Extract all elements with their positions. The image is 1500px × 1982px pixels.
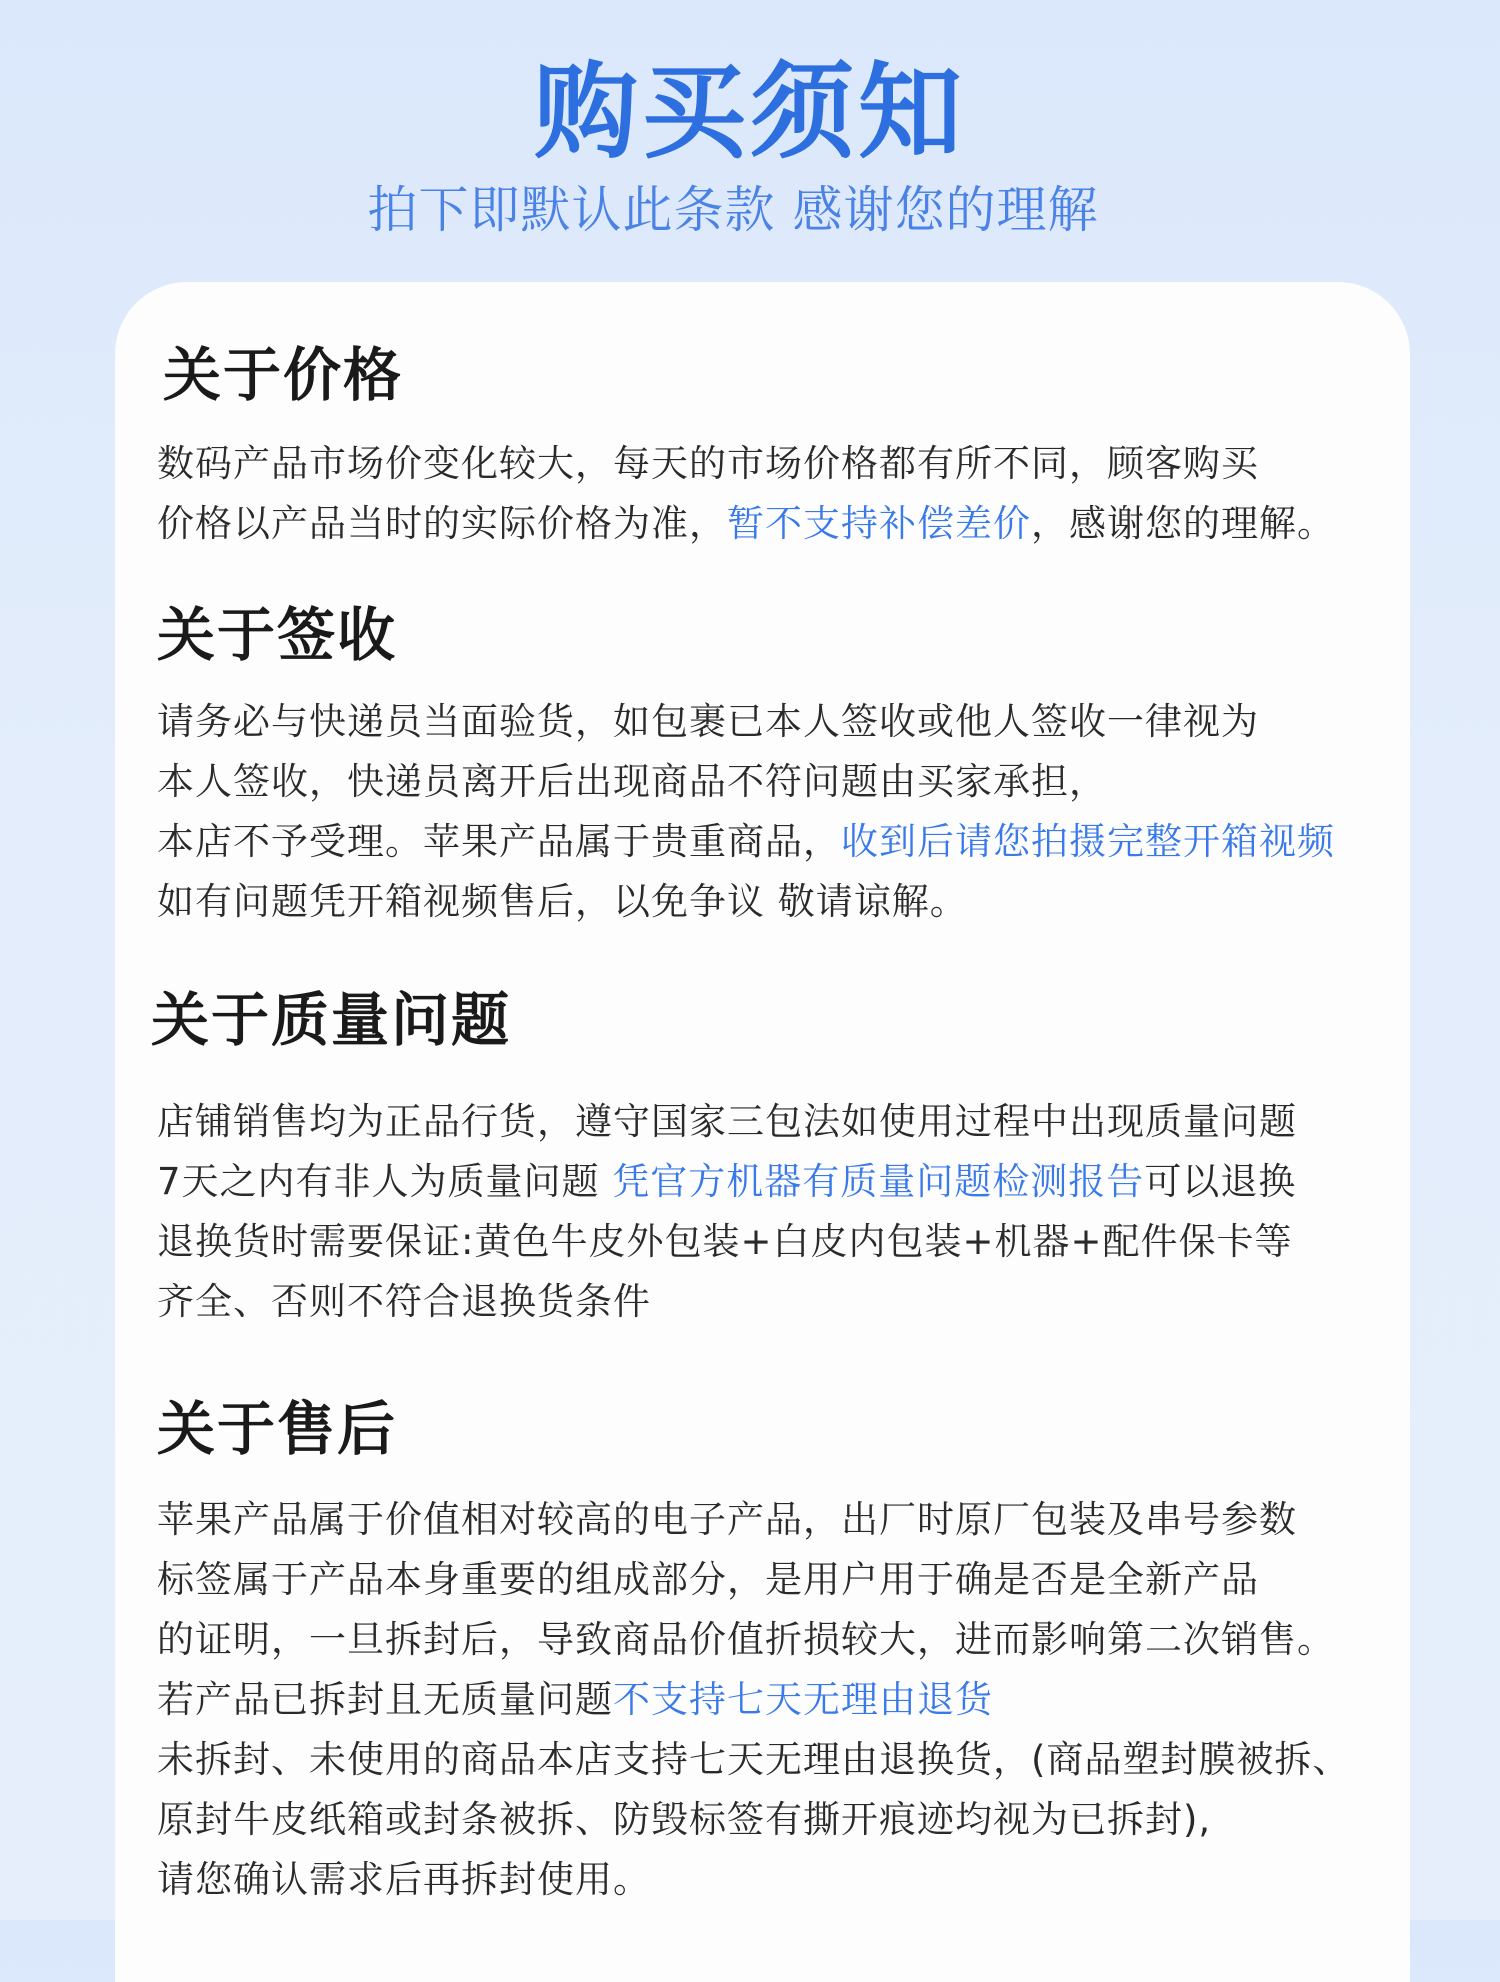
page-title: 购买须知 xyxy=(533,51,966,173)
text-line: 请您确认需求后再拆封使用。 xyxy=(157,1858,651,1901)
notice-card xyxy=(115,282,1410,1982)
text-line: 苹果产品属于价值相对较高的电子产品，出厂时原厂包装及串号参数 xyxy=(157,1498,1297,1541)
text-line: 请务必与快递员当面验货，如包裹已本人签收或他人签收一律视为 xyxy=(157,700,1259,743)
text-line: 如有问题凭开箱视频售后，以免争议 敬请谅解。 xyxy=(157,880,968,923)
section-title-price: 关于价格 xyxy=(163,341,404,409)
section-body-price xyxy=(157,434,1397,554)
section-body-receipt xyxy=(157,692,1397,932)
section-body-quality xyxy=(157,1092,1397,1332)
text-line: 价格以产品当时的实际价格为准，暂不支持补偿差价，感谢您的理解。 xyxy=(157,502,1335,545)
text-line: 原封牛皮纸箱或封条被拆、防毁标签有撕开痕迹均视为已拆封), xyxy=(157,1798,1212,1841)
text-line: 的证明，一旦拆封后，导致商品价值折损较大，进而影响第二次销售。 xyxy=(157,1618,1335,1661)
text-line: 未拆封、未使用的商品本店支持七天无理由退换货，(商品塑封膜被拆、 xyxy=(157,1738,1351,1781)
section-title-receipt: 关于签收 xyxy=(157,601,398,669)
section-body-after-sales xyxy=(157,1490,1397,1910)
highlight-text: 不支持七天无理由退货 xyxy=(613,1678,993,1721)
section-title-after-sales: 关于售后 xyxy=(157,1395,398,1463)
text-line: 本店不予受理。苹果产品属于贵重商品，收到后请您拍摄完整开箱视频 xyxy=(157,820,1335,863)
text-line: 本人签收，快递员离开后出现商品不符问题由买家承担， xyxy=(157,760,1107,803)
highlight-text: 暂不支持补偿差价 xyxy=(727,502,1031,545)
text-line: 店铺销售均为正品行货，遵守国家三包法如使用过程中出现质量问题 xyxy=(157,1100,1297,1143)
text-line: 齐全、否则不符合退换货条件 xyxy=(157,1280,651,1323)
section-title-quality: 关于质量问题 xyxy=(151,986,512,1054)
text-line: 标签属于产品本身重要的组成部分，是用户用于确是否是全新产品 xyxy=(157,1558,1259,1601)
text-line: 若产品已拆封且无质量问题不支持七天无理由退货 xyxy=(157,1678,993,1721)
highlight-text: 凭官方机器有质量问题检测报告 xyxy=(612,1160,1145,1203)
highlight-text: 收到后请您拍摄完整开箱视频 xyxy=(841,820,1335,863)
text-line: 退换货时需要保证:黄色牛皮外包装+白皮内包装+机器+配件保卡等 xyxy=(157,1220,1293,1263)
text-line: 数码产品市场价变化较大，每天的市场价格都有所不同，顾客购买 xyxy=(157,442,1259,485)
text-line: 7天之内有非人为质量问题 凭官方机器有质量问题检测报告可以退换 xyxy=(157,1160,1297,1203)
header xyxy=(0,0,1500,280)
page-subtitle: 拍下即默认此条款 感谢您的理解 xyxy=(367,181,1099,239)
